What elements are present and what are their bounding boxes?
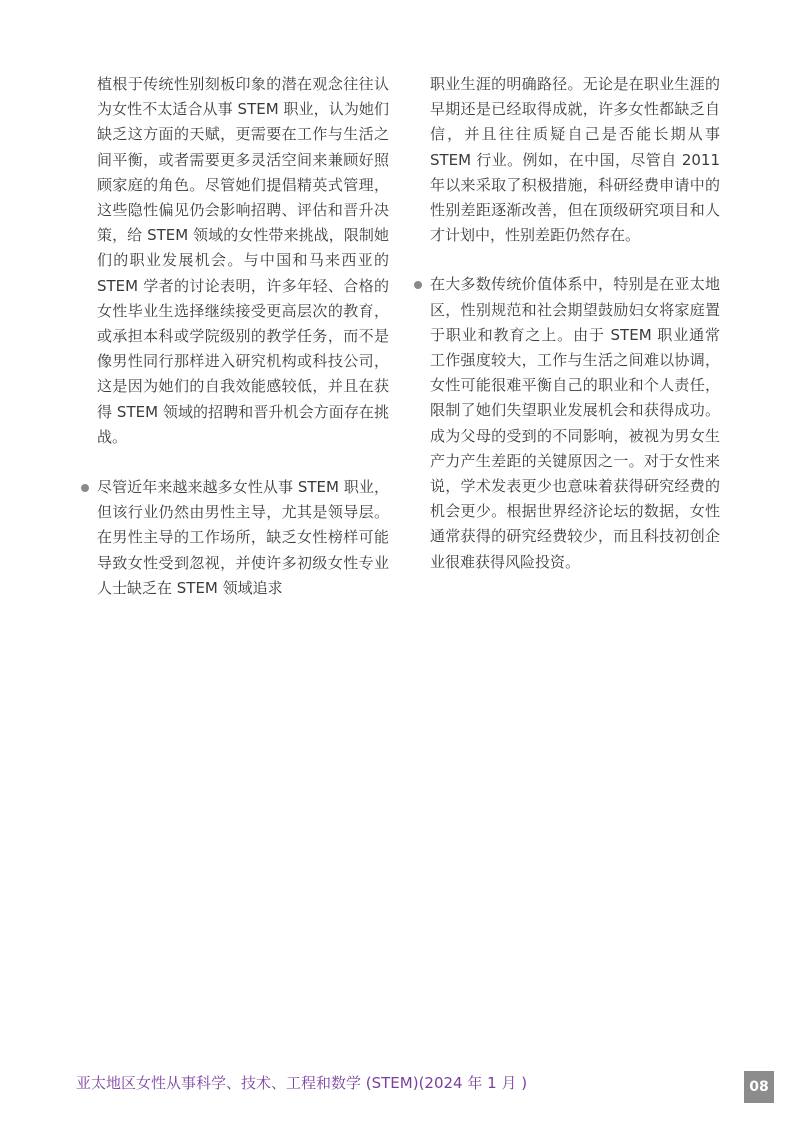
bullet-paragraph: 在大多数传统价值体系中，特别是在亚太地区，性别规范和社会期望鼓励妇女将家庭置于职业和教育之上。由于 STEM 职业通常工作强度较大，工作与生活之间难以协调，女性可能很难平衡自己的职业和个人责任，限制了她们失望职业发展机会和获得成功。成为父母的受到的不同影响，被视为男女生产力产生差距的关键原因之一。对于女性来说，学术发表更少也意味着获得研究经费的机会更少。根据世界经济论坛的数据，女性通常获得的研究经费较少，而且科技初创企业很难获得风险投资。 xyxy=(430,275,720,571)
bullet-item xyxy=(430,272,720,574)
bullet-item xyxy=(97,475,389,601)
body-paragraph: 植根于传统性别刻板印象的潜在观念往往认为女性不太适合从事 STEM 职业，认为她们缺乏这方面的天赋，更需要在工作与生活之间平衡，或者需要更多灵活空间来兼顾好照顾家庭的角色。尽管她们提倡精英式管理，这些隐性偏见仍会影响招聘、评估和晋升决策，给 STEM 领域的女性带来挑战，限制她们的职业发展机会。与中国和马来西亚的 STEM 学者的讨论表明，许多年轻、合格的女性毕业生选择继续接受更高层次的教育，或承担本科或学院级别的教学任务，而不是像男性同行那样进入研究机构或科技公司，这是因为她们的自我效能感较低，并且在获得 STEM 领域的招聘和晋升机会方面存在挑战。 xyxy=(97,75,389,446)
footer-title: 亚太地区女性从事科学、技术、工程和数学 (STEM)(2024 年 1 月 ) xyxy=(76,1074,528,1092)
page-number-badge: 08 xyxy=(744,1071,774,1103)
body-paragraph: 职业生涯的明确路径。无论是在职业生涯的早期还是已经取得成就，许多女性都缺乏自信，并且往往质疑自己是否能长期从事 STEM 行业。例如，在中国，尽管自 2011 年以来采取了积极措施，科研经费申请中的性别差距逐渐改善，但在顶级研究项目和人才计划中，性别差距仍然存在。 xyxy=(430,75,720,245)
bullet-paragraph: 尽管近年来越来越多女性从事 STEM 职业，但该行业仍然由男性主导，尤其是领导层。在男性主导的工作场所，缺乏女性榜样可能导致女性受到忽视，并使许多初级女性专业人士缺乏在 STEM 领域追求 xyxy=(97,478,389,597)
bullet-icon xyxy=(81,484,89,492)
right-column xyxy=(430,72,720,575)
left-column xyxy=(97,72,389,601)
bullet-icon xyxy=(414,281,422,289)
